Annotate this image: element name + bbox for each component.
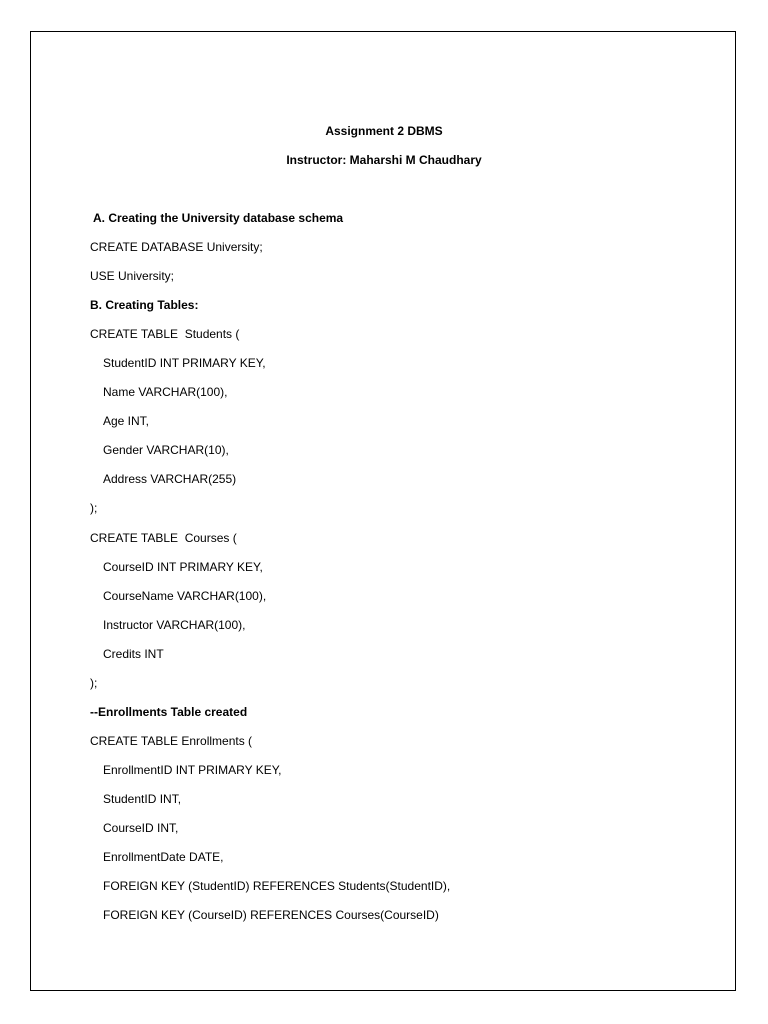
document-line: CREATE TABLE Students ( — [90, 327, 240, 342]
document-line: FOREIGN KEY (StudentID) REFERENCES Students(StudentID), — [103, 879, 451, 894]
instructor-line: Instructor: Maharshi M Chaudhary — [286, 153, 482, 167]
document-line: A. Creating the University database schema — [93, 211, 344, 225]
document-line: CREATE TABLE Enrollments ( — [90, 733, 253, 748]
document-line: StudentID INT PRIMARY KEY, — [103, 356, 266, 371]
document-line: EnrollmentDate DATE, — [103, 850, 224, 865]
document-line: CREATE TABLE Courses ( — [90, 530, 237, 545]
document-line: FOREIGN KEY (CourseID) REFERENCES Courses(CourseID) — [103, 908, 439, 923]
document-line: --Enrollments Table created — [90, 704, 248, 719]
document-line: Credits INT — [103, 646, 164, 661]
document-line: CourseID INT, — [103, 820, 179, 835]
document-body — [90, 211, 450, 937]
document-line: ); — [90, 675, 98, 690]
document-line: Age INT, — [103, 414, 150, 429]
document-page — [30, 31, 736, 991]
document-line: Instructor VARCHAR(100), — [103, 617, 246, 632]
document-title: Assignment 2 DBMS — [325, 124, 443, 138]
document-line: Gender VARCHAR(10), — [103, 443, 229, 458]
document-line: Address VARCHAR(255) — [103, 472, 237, 487]
document-line: Name VARCHAR(100), — [103, 385, 228, 400]
document-line: EnrollmentID INT PRIMARY KEY, — [103, 762, 282, 777]
document-line: ); — [90, 501, 98, 516]
document-line: CREATE DATABASE University; — [90, 240, 263, 255]
document-line: CourseID INT PRIMARY KEY, — [103, 559, 263, 574]
document-line: B. Creating Tables: — [90, 298, 199, 313]
document-line: USE University; — [90, 269, 175, 284]
document-line: StudentID INT, — [103, 791, 182, 806]
document-line: CourseName VARCHAR(100), — [103, 588, 267, 603]
